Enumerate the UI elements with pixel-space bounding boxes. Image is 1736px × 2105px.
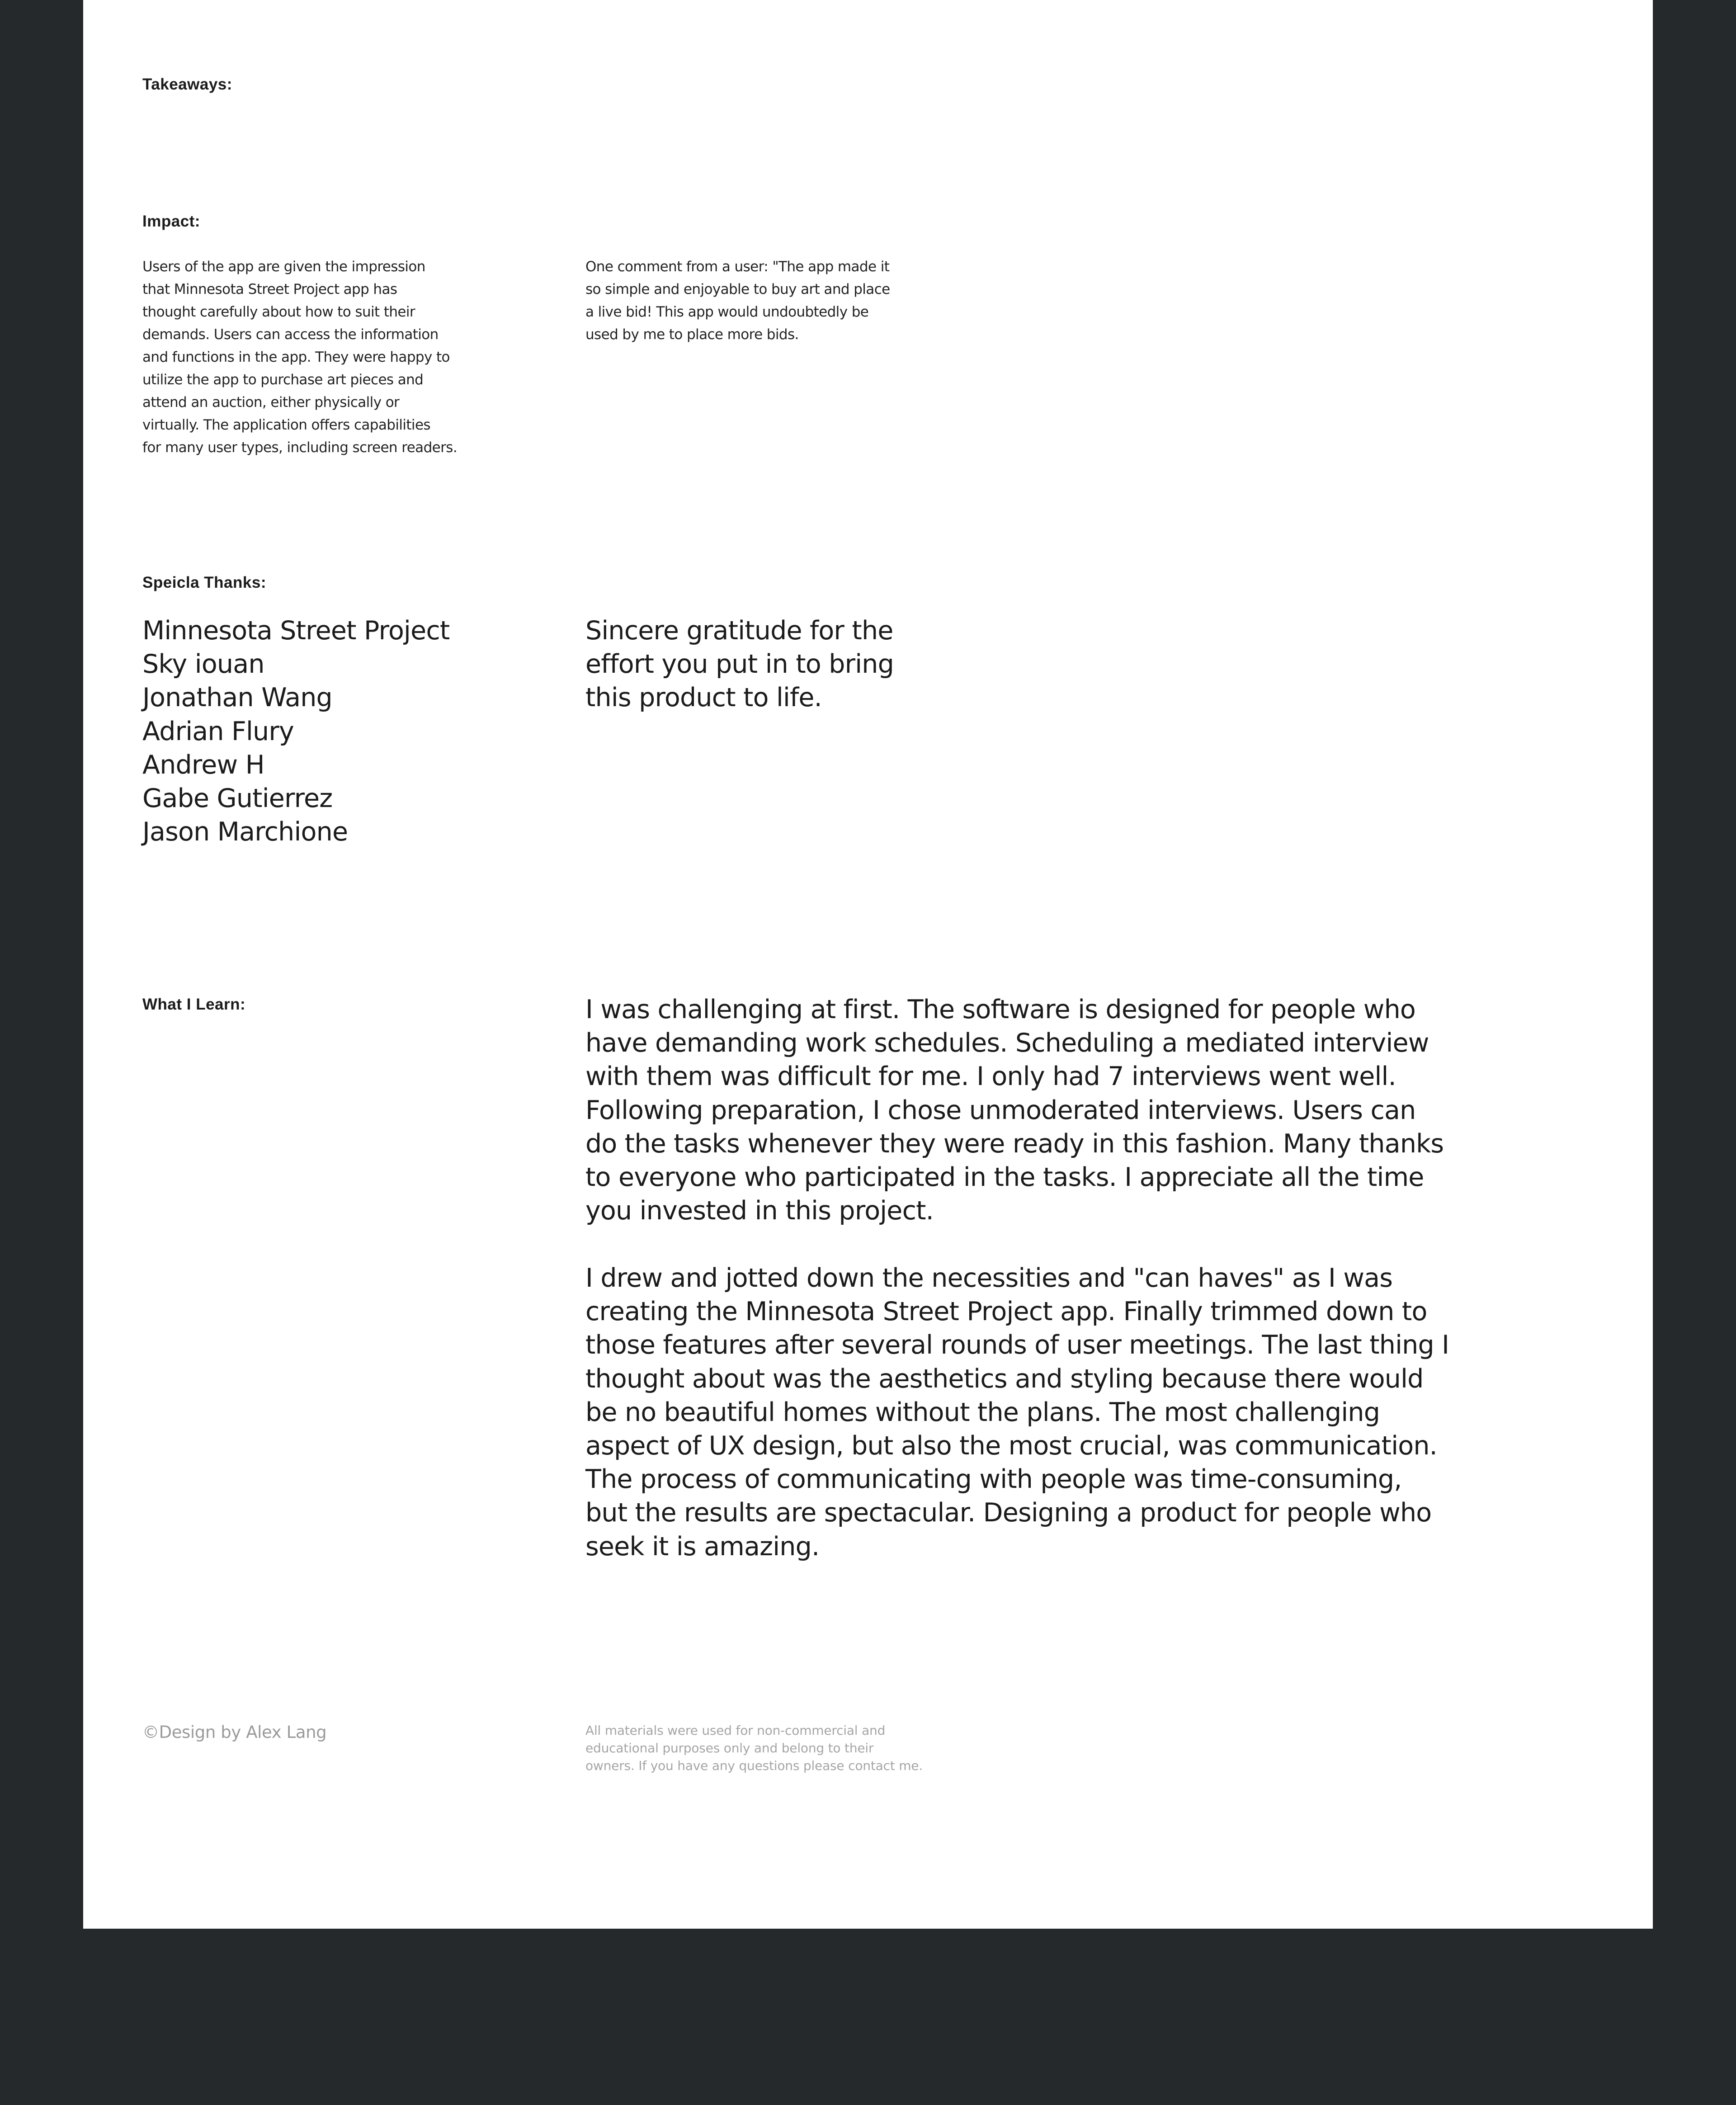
impact-heading: Impact:	[142, 212, 200, 230]
text-line: you invested in this project.	[585, 1196, 934, 1226]
what-i-learn-heading: What I Learn:	[142, 996, 246, 1013]
text-line: aspect of UX design, but also the most crucial, was communication.	[585, 1431, 1437, 1461]
text-line: so simple and enjoyable to buy art and place	[585, 281, 890, 297]
text-line: with them was difficult for me. I only had 7 interviews went well.	[585, 1062, 1396, 1092]
text-line: Sky iouan	[142, 649, 264, 680]
text-line: All materials were used for non-commercial and	[585, 1723, 886, 1738]
user-quote	[585, 255, 890, 346]
learn-paragraph-2	[585, 1261, 1449, 1563]
text-line: thought carefully about how to suit their	[142, 304, 415, 320]
text-line: a live bid! This app would undoubtedly be	[585, 304, 869, 320]
text-line: creating the Minnesota Street Project app. Finally trimmed down to	[585, 1297, 1427, 1327]
text-line: Following preparation, I chose unmoderated interviews. Users can	[585, 1095, 1416, 1125]
disclaimer	[585, 1722, 923, 1775]
text-line: for many user types, including screen readers.	[142, 439, 458, 456]
text-line: virtually. The application offers capabilities	[142, 417, 430, 433]
text-line: Users of the app are given the impression	[142, 259, 425, 275]
text-line: Minnesota Street Project	[142, 616, 450, 646]
text-line: Gabe Gutierrez	[142, 783, 333, 814]
thanks-message	[585, 614, 894, 715]
text-line: The process of communicating with people was time-consuming,	[585, 1464, 1402, 1495]
text-line: be no beautiful homes without the plans. The most challenging	[585, 1397, 1380, 1427]
text-line: Sincere gratitude for the	[585, 616, 893, 646]
text-line: but the results are spectacular. Designing a product for people who	[585, 1498, 1432, 1528]
text-line: this product to life.	[585, 683, 822, 713]
text-line: I drew and jotted down the necessities and "can haves" as I was	[585, 1263, 1393, 1293]
text-line: Andrew H	[142, 750, 264, 780]
text-line: that Minnesota Street Project app has	[142, 281, 397, 297]
text-line: Adrian Flury	[142, 716, 294, 746]
text-line: effort you put in to bring	[585, 649, 894, 680]
text-line: demands. Users can access the information	[142, 326, 439, 343]
special-thanks-heading: Speicla Thanks:	[142, 574, 266, 591]
text-line: used by me to place more bids.	[585, 326, 799, 343]
text-line: do the tasks whenever they were ready in this fashion. Many thanks	[585, 1128, 1444, 1159]
takeaways-heading: Takeaways:	[142, 76, 232, 93]
text-line: I was challenging at first. The software is designed for people who	[585, 995, 1416, 1024]
text-line: utilize the app to purchase art pieces and	[142, 372, 424, 388]
text-line: Jonathan Wang	[142, 683, 332, 713]
text-line: and functions in the app. They were happy to	[142, 349, 450, 365]
text-line: owners. If you have any questions please contact me.	[585, 1758, 923, 1773]
text-line: thought about was the aesthetics and styling because there would	[585, 1364, 1424, 1394]
page	[83, 0, 1653, 1929]
text-line: One comment from a user: "The app made it	[585, 259, 890, 275]
text-line: those features after several rounds of user meetings. The last thing I	[585, 1330, 1449, 1360]
text-line: Jason Marchione	[142, 817, 348, 847]
text-line: attend an auction, either physically or	[142, 394, 400, 411]
thanks-names-list	[142, 614, 449, 849]
text-line: have demanding work schedules. Scheduling a mediated interview	[585, 1028, 1429, 1058]
learn-paragraph-1	[585, 993, 1444, 1227]
text-line: educational purposes only and belong to their	[585, 1741, 874, 1756]
impact-description	[142, 255, 457, 459]
text-line: to everyone who participated in the tasks. I appreciate all the time	[585, 1162, 1424, 1193]
design-credit: ©Design by Alex Lang	[142, 1723, 327, 1742]
text-line: seek it is amazing.	[585, 1531, 820, 1562]
